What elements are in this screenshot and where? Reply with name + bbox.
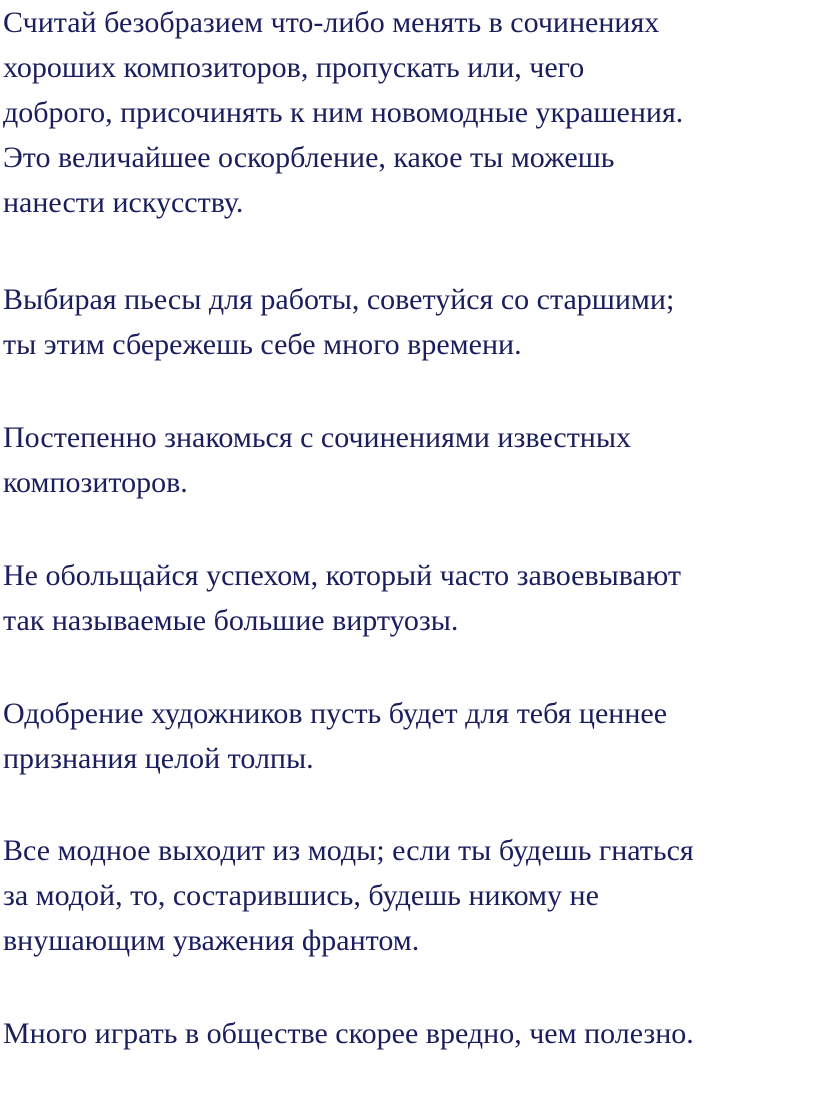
text-line: внушающим уважения франтом. [3, 924, 420, 957]
paragraph-6 [3, 828, 694, 963]
text-line: ты этим сбережешь себе много времени. [3, 328, 522, 361]
text-line: Много играть в обществе скорее вредно, чем полезно. [3, 1017, 694, 1050]
text-line: Это величайшее оскорбление, какое ты можешь [3, 141, 615, 174]
paragraph-3 [3, 415, 631, 505]
text-line: Не обольщайся успехом, который часто завоевывают [3, 559, 682, 592]
text-line: Выбирая пьесы для работы, советуйся со старшими; [3, 283, 675, 316]
paragraph-7 [3, 1011, 694, 1056]
text-line: Постепенно знакомься с сочинениями известных [3, 421, 632, 454]
text-line: Одобрение художников пусть будет для тебя ценнее [3, 697, 668, 730]
text-line: нанести искусству. [3, 186, 244, 219]
text-line: хороших композиторов, пропускать или, чего [3, 51, 585, 84]
paragraph-1 [3, 0, 683, 225]
paragraph-4 [3, 553, 681, 643]
text-line: Считай безобразием что-либо менять в сочинениях [3, 6, 660, 39]
text-line: композиторов. [3, 466, 188, 499]
text-line: доброго, присочинять к ним новомодные украшения. [3, 96, 684, 129]
paragraph-2 [3, 277, 674, 367]
text-line: так называемые большие виртуозы. [3, 604, 459, 637]
text-line: признания целой толпы. [3, 742, 314, 775]
text-line: Все модное выходит из моды; если ты будешь гнаться [3, 834, 694, 867]
text-line: за модой, то, состарившись, будешь никому не [3, 879, 599, 912]
paragraph-5 [3, 691, 667, 781]
